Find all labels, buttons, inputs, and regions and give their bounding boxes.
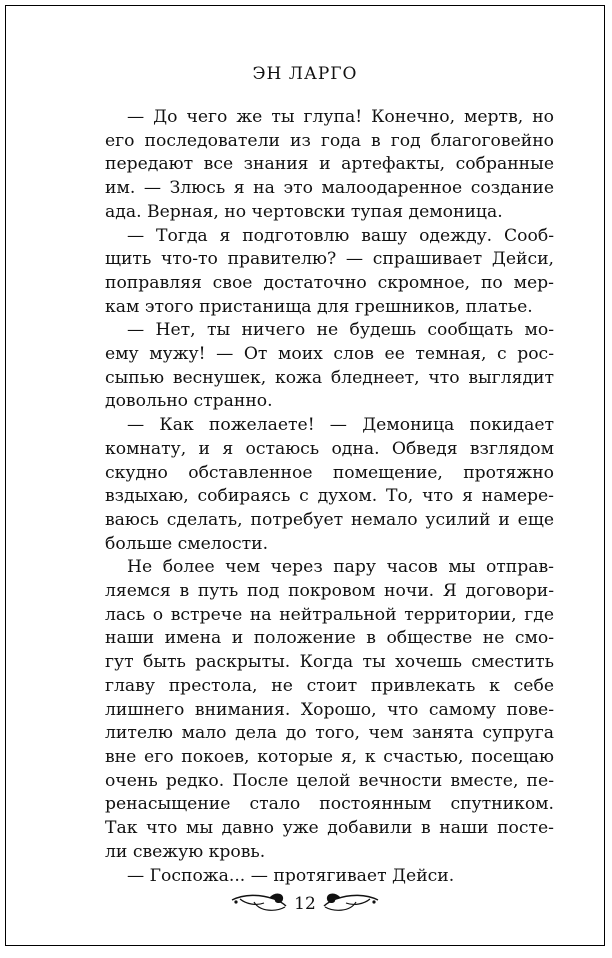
text-line: лась о встрече на нейтральной территории, где [105, 604, 554, 625]
text-line: — Как пожелаете! — Демоница покидает [127, 415, 554, 436]
text-line: — Тогда я подготовлю вашу одежду. Сооб- [127, 225, 554, 246]
text-line: сыпью веснушек, кожа бледнеет, что выглядит [105, 367, 554, 388]
text-line: им. — Злюсь я на это малоодаренное создание [105, 178, 554, 199]
text-line: его последователи из года в год благоговейно [105, 130, 554, 151]
text-line: больше смелости. [105, 533, 269, 554]
text-line: — До чего же ты глупа! Конечно, мертв, но [127, 107, 554, 127]
text-line: передают все знания и артефакты, собранные [105, 154, 554, 175]
text-line: лителю мало дела до того, чем занята супруга [105, 723, 554, 744]
text-line: ляемся в путь под покровом ночи. Я договори- [105, 581, 554, 602]
text-line: Так что мы давно уже добавили в наши посте- [105, 818, 554, 839]
text-line: комнату, и я остаюсь одна. Обведя взглядом [105, 438, 554, 459]
page-number: 12 [294, 894, 316, 914]
text-line: очень редко. После целой вечности вместе, пе- [105, 770, 554, 791]
text-line: ада. Верная, но чертовски тупая демоница. [105, 201, 503, 222]
page-footer [6, 888, 604, 920]
text-line: — Нет, ты ничего не будешь сообщать мо- [127, 320, 554, 341]
text-line: вздыхаю, собираясь с духом. То, что я намере- [105, 486, 554, 507]
flourish-right-icon [322, 890, 380, 919]
body-text [105, 106, 554, 888]
text-line: ли свежую кровь. [105, 841, 266, 862]
text-line: кам этого пристанища для грешников, платье. [105, 296, 533, 317]
book-page [5, 5, 605, 946]
text-line: гут быть раскрыты. Когда ты хочешь сместить [105, 652, 554, 673]
text-line: ваюсь сделать, потребует немало усилий и еще [105, 509, 554, 530]
text-line: наши имена и положение в обществе не смо- [105, 628, 554, 649]
text-line: скудно обставленное помещение, протяжно [105, 462, 554, 483]
text-line: главу престола, не стоит привлекать к себе [105, 675, 554, 696]
paragraph [105, 414, 554, 556]
text-line: ренасыщение стало постоянным спутником. [105, 794, 554, 815]
text-line: щить что-то правителю? — спрашивает Дейси, [105, 249, 554, 270]
text-line: довольно странно. [105, 391, 273, 412]
text-line: Не более чем через пару часов мы отправ- [127, 557, 554, 578]
paragraph [105, 319, 554, 414]
text-line: лишнего внимания. Хорошо, что самому пове- [105, 699, 554, 720]
text-line: ему мужу! — От моих слов ее темная, с рос- [105, 344, 554, 365]
paragraph [105, 225, 554, 320]
text-line: — Госпожа... — протягивает Дейси. [127, 865, 455, 886]
flourish-left-icon [230, 890, 288, 919]
text-line: вне его покоев, которые я, к счастью, посещаю [105, 746, 554, 767]
paragraph [105, 556, 554, 864]
paragraph [105, 865, 554, 889]
text-line: поправляя свое достаточно скромное, по мер- [105, 272, 554, 293]
paragraph [105, 106, 554, 225]
running-header: ЭН ЛАРГО [252, 64, 358, 84]
